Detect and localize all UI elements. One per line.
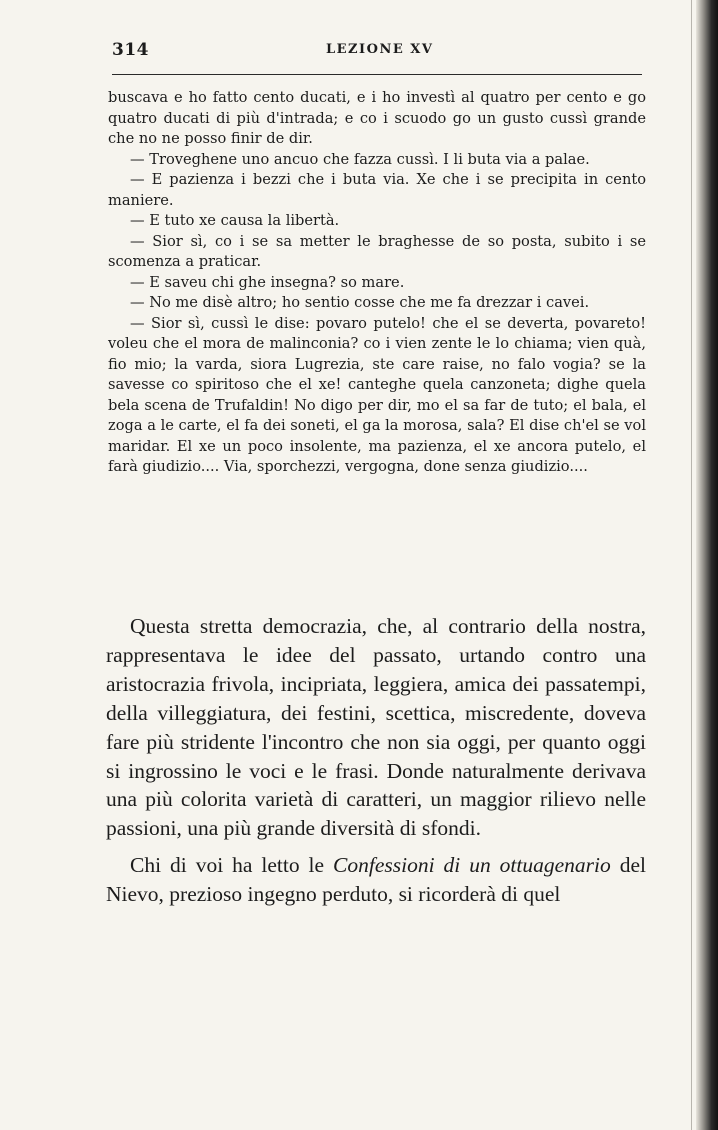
dialogue-line: — Sior sì, co i se sa metter le braghesse de so posta, subito i se scomenza a praticar. bbox=[108, 232, 646, 270]
dialogue-line: — E pazienza i bezzi che i buta via. Xe che i se precipita in cento maniere. bbox=[108, 171, 646, 209]
page-number: 314 bbox=[112, 40, 149, 60]
header-rule bbox=[112, 74, 642, 75]
dialogue-line: — E tuto xe causa la libertà. bbox=[130, 212, 340, 229]
book-title: Confessioni di un ottuagenario bbox=[333, 853, 611, 878]
page-fold-line bbox=[691, 0, 692, 1130]
body-paragraph-text: del Nievo, prezioso ingegno perduto, si ricorderà di quel bbox=[106, 853, 646, 907]
dialogue-line: — E saveu chi ghe insegna? so mare. bbox=[130, 273, 405, 291]
body-text bbox=[106, 612, 646, 909]
running-head: LEZIONE XV bbox=[326, 42, 434, 57]
dialogue-line: — No me disè altro; ho sentio cosse che me fa drezzar i cavei. bbox=[130, 294, 590, 311]
body-paragraph bbox=[106, 851, 646, 909]
dialogue-line: — Troveghene uno ancuo che fazza cussì. I li buta via a palae. bbox=[130, 150, 590, 168]
body-paragraph-text: Chi di voi ha letto le bbox=[130, 853, 334, 878]
dialogue-line: buscava e ho fatto cento ducati, e i ho investì al quatro per cento e go quatro ducati di più d'intrada; e co i scuodo go un gusto cussì grande che no ne posso finir de dir. bbox=[108, 89, 646, 147]
dialogue-block bbox=[108, 88, 646, 478]
dialogue-line: — Sior sì, cussì le dise: povaro putelo! che el se deverta, povareto! voleu che el mora de malinconia? co i vien zente le lo chiama; vien quà, fio mio; la varda, siora Lugrezia, ste care raise, no falo vogia? se la savesse co spiritoso che el xe! canteghe quela canzoneta; dighe quela bela scena de Trufaldin! No digo per dir, mo el sa far de tuto; el bala, el zoga a le carte, el fa dei soneti, el ga la morosa, sala? El dise ch'el se vol maridar. El xe un poco insolente, ma pazienza, el xe ancora putelo, el farà giudizio.... Via, sporchezzi, vergogna, done senza giudizio.... bbox=[108, 314, 646, 475]
body-paragraph: Questa stretta democrazia, che, al contrario della nostra, rappresentava le idee del passato, urtando contro una aristocrazia frivola, incipriata, leggiera, amica dei passatempi, della villeggiatura, dei festini, scettica, miscredente, doveva fare più stridente l'incontro che non sia oggi, per quanto oggi si ingrossino le voci e le frasi. Donde naturalmente derivava una più colorita varietà di caratteri, un maggior rilievo nelle passioni, una più grande diversità di sfondi. bbox=[106, 614, 646, 841]
page-binding-edge bbox=[696, 0, 718, 1130]
page-header bbox=[112, 40, 642, 66]
